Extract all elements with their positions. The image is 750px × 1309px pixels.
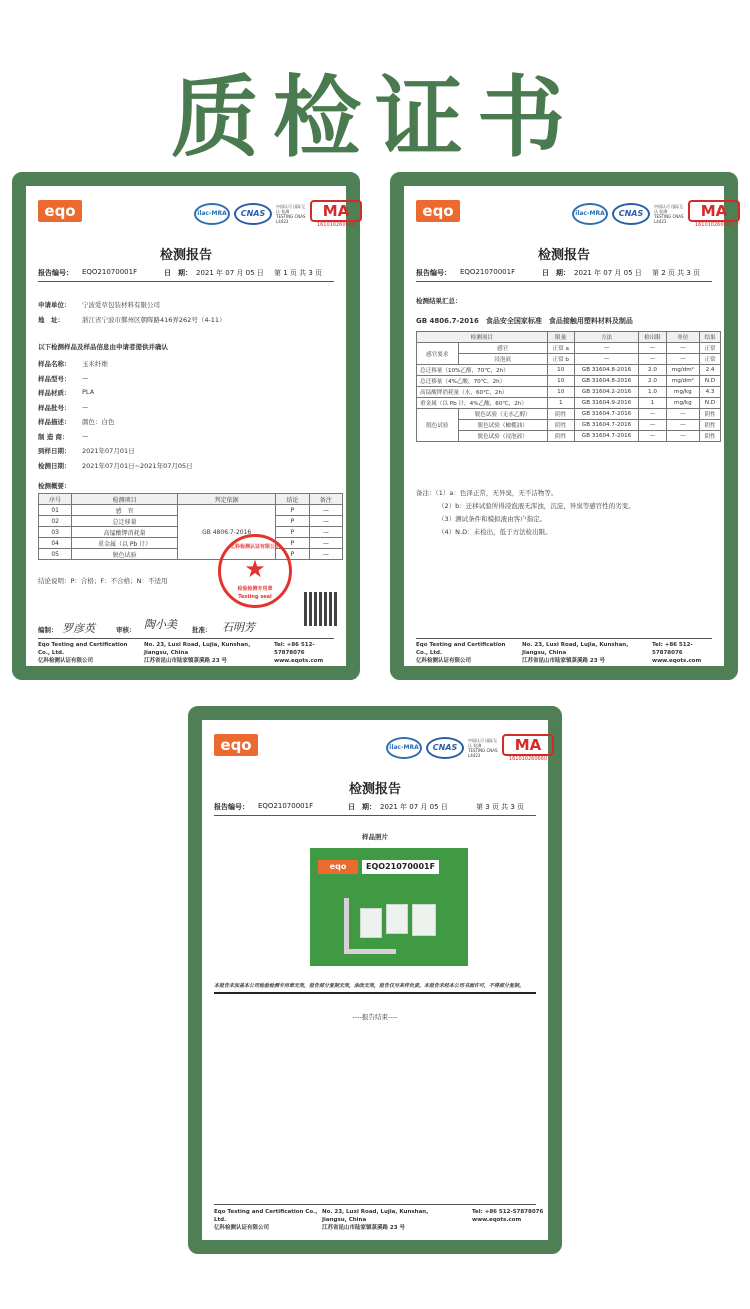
cell: 10	[547, 376, 574, 387]
cell: —	[574, 354, 639, 365]
report-date: 2021 年 07 月 05 日	[574, 269, 642, 277]
stamp-sub: 检验检测专用章	[237, 586, 273, 592]
cell: 脱色试验	[417, 409, 459, 442]
cell: mg/dm²	[666, 376, 699, 387]
sample-swatch	[360, 908, 382, 938]
ilac-mra-icon: ilac-MRA	[386, 737, 422, 759]
cell: 4.3	[700, 387, 721, 398]
cell: —	[666, 354, 699, 365]
sample-swatch	[412, 904, 436, 936]
footer-company-en: Eqo Testing and Certification Co., Ltd.	[38, 642, 128, 656]
sample-swatch	[386, 904, 408, 934]
footer-company-cn: 亿科检测认证有限公司	[214, 1225, 270, 1231]
cma-icon: MA	[688, 200, 740, 222]
photo-title: 样品照片	[362, 833, 388, 841]
footer-tel: Tel: +86 512-57878076	[274, 642, 315, 656]
cell: 02	[39, 516, 72, 527]
footer-company-cn: 亿科检测认证有限公司	[38, 658, 94, 664]
footer-address-en: No. 23, Luxi Road, Lujia, Kunshan, Jiangsu, China	[522, 642, 629, 656]
signer-label: 审核：	[116, 626, 136, 634]
cell: GB 31604.7-2016	[574, 420, 639, 431]
cma-icon: MA	[502, 734, 554, 756]
cell: 正常 a	[547, 343, 574, 354]
cell: mg/dm²	[666, 365, 699, 376]
cell: 阴性	[700, 420, 721, 431]
cell: 2.0	[639, 365, 666, 376]
cell: —	[309, 505, 342, 516]
cell: 05	[39, 549, 72, 560]
report-no: EQO21070001F	[460, 268, 516, 276]
cnas-icon: CNAS	[426, 737, 464, 759]
note-line: （3）测试条件和模拟液由客户指定。	[438, 515, 547, 523]
cell: GB 31604.7-2016	[574, 431, 639, 442]
ruler-horizontal	[344, 949, 396, 954]
ruler-vertical	[344, 898, 349, 954]
results-label: 检测结果汇总：	[416, 297, 462, 305]
field-label: 样品型号：	[38, 375, 71, 383]
cell: 阴性	[547, 420, 574, 431]
cnas-subtext: 中国认可 国际互认 检测 TESTING CNAS L4423	[654, 204, 684, 224]
date-label: 日 期：	[348, 803, 376, 811]
col-header: 检测项目	[72, 494, 178, 505]
field-value: —	[82, 374, 89, 382]
stamp-text: 亿科检测认证有限公司	[229, 544, 280, 550]
eqo-logo: eqo	[214, 734, 258, 756]
report-end: ----报告结束----	[352, 1013, 398, 1021]
field-value: 颜色：白色	[82, 418, 115, 426]
table-row	[417, 387, 721, 398]
cell: GB 31604.7-2016	[574, 409, 639, 420]
cell: 1.0	[639, 387, 666, 398]
sample-photo	[310, 848, 468, 966]
footer-tel: Tel: +86 512-57878076	[472, 1209, 544, 1215]
report-title: 检测报告	[537, 248, 590, 263]
footer-address-cn: 江苏省昆山市陆家镇菉溪路 23 号	[144, 658, 227, 664]
cell: 阴性	[700, 409, 721, 420]
cell: 脱色试验（橄榄油）	[458, 420, 547, 431]
cma-number: 161010260660	[316, 222, 356, 228]
cell: 1	[547, 398, 574, 409]
cell: —	[666, 431, 699, 442]
cell: —	[666, 409, 699, 420]
cell: —	[639, 420, 666, 431]
cnas-subtext: 中国认可 国际互认 检测 TESTING CNAS L4423	[276, 204, 306, 224]
ilac-mra-icon: ilac-MRA	[572, 203, 608, 225]
report-title: 检测报告	[159, 248, 212, 263]
field-label: 样品材质：	[38, 389, 71, 397]
field-value: 玉米纤维	[82, 360, 108, 368]
cnas-icon: CNAS	[234, 203, 272, 225]
signer-label: 编制：	[38, 626, 58, 634]
cma-icon: MA	[310, 200, 362, 222]
cell: 正常	[700, 354, 721, 365]
table-row	[417, 431, 721, 442]
cell: 感官要求	[417, 343, 459, 365]
page-number: 第 3 页 共 3 页	[476, 803, 525, 811]
cell: —	[639, 354, 666, 365]
footer-address-en: No. 23, Luxi Road, Lujia, Kunshan, Jiangsu, China	[144, 642, 251, 656]
field-label: 样品描述：	[38, 418, 71, 426]
field-value: —	[82, 432, 89, 440]
footer-address-en: No. 23, Luxi Road, Lujia, Kunshan, Jiangsu, China	[322, 1209, 429, 1223]
footer-address-cn: 江苏省昆山市陆家镇菉溪路 23 号	[522, 658, 605, 664]
footer-company-en: Eqo Testing and Certification Co., Ltd.	[214, 1209, 318, 1223]
cell: 总迁移量（10%乙醇，70℃，2h）	[417, 365, 548, 376]
cell: 高锰酸钾消耗量	[72, 527, 178, 538]
field-value: 2021年07月01日~2021年07月05日	[82, 462, 193, 470]
cell: 04	[39, 538, 72, 549]
applicant-label: 申请单位：	[38, 301, 71, 309]
field-label: 样品批号：	[38, 404, 71, 412]
cell: —	[309, 538, 342, 549]
col-header: 限量	[547, 332, 574, 343]
cell: 10	[547, 365, 574, 376]
page-title: 质检证书	[170, 66, 579, 169]
cell: N.D	[700, 376, 721, 387]
conclusion-note: 结论说明：P：合格；F：不合格；N：不适用	[38, 577, 168, 585]
report-no-label: 报告编号：	[214, 803, 249, 811]
accreditation-marks	[572, 200, 740, 228]
col-header: 备注	[309, 494, 342, 505]
summary-table	[38, 493, 343, 560]
cell: 脱色试验	[72, 549, 178, 560]
col-header: 序号	[39, 494, 72, 505]
cell: 正常	[700, 343, 721, 354]
date-label: 日 期：	[164, 269, 192, 277]
report-date: 2021 年 07 月 05 日	[380, 803, 448, 811]
field-label: 样品名称：	[38, 360, 71, 368]
report-no-label: 报告编号：	[416, 269, 451, 277]
table-row	[417, 343, 721, 354]
field-label: 制 造 商：	[38, 433, 69, 441]
cell: 1	[639, 398, 666, 409]
eqo-logo: eqo	[38, 200, 82, 222]
stamp-en: Testing seal	[238, 594, 272, 600]
cell: GB 31604.8-2016	[574, 376, 639, 387]
footer-web[interactable]: www.eqots.com	[472, 1217, 522, 1223]
address-label: 地 址：	[38, 316, 64, 324]
cell: —	[639, 409, 666, 420]
cell: 重金属（以 Pb 计）	[72, 538, 178, 549]
cell: P	[276, 527, 309, 538]
certificate-page-1	[12, 172, 360, 680]
cell: 2.0	[639, 376, 666, 387]
cell: GB 31604.9-2016	[574, 398, 639, 409]
field-value: —	[82, 403, 89, 411]
cell: 正常 b	[547, 354, 574, 365]
cnas-subtext: 中国认可 国际互认 检测 TESTING CNAS L4423	[468, 738, 498, 758]
page-number: 第 1 页 共 3 页	[274, 269, 323, 277]
col-header: 结论	[276, 494, 309, 505]
accreditation-marks	[194, 200, 362, 228]
cell: GB 31604.2-2016	[574, 387, 639, 398]
cell: P	[276, 549, 309, 560]
summary-label: 检测概要：	[38, 482, 71, 490]
cell: 浸泡液	[458, 354, 547, 365]
report-no-label: 报告编号：	[38, 269, 73, 277]
cell: 总迁移量（4%乙酸，70℃，2h）	[417, 376, 548, 387]
cell: 01	[39, 505, 72, 516]
table-row	[417, 409, 721, 420]
basis-cell: GB 4806.7-2016	[177, 505, 275, 560]
applicant: 宁波爱草包装材料有限公司	[82, 301, 160, 309]
signer-label: 批准：	[192, 626, 212, 634]
cell: 阴性	[547, 409, 574, 420]
official-stamp	[218, 534, 292, 608]
note-line: （4）N.D：未检出，低于方法检出限。	[438, 528, 552, 536]
table-row	[417, 376, 721, 387]
col-header: 单位	[666, 332, 699, 343]
table-row	[417, 420, 721, 431]
cell: 总迁移量	[72, 516, 178, 527]
eqo-logo: eqo	[416, 200, 460, 222]
footer-web[interactable]: www.eqots.com	[274, 658, 324, 664]
cell: mg/kg	[666, 387, 699, 398]
accreditation-marks	[386, 734, 554, 762]
ilac-mra-icon: ilac-MRA	[194, 203, 230, 225]
cell: N.D	[700, 398, 721, 409]
report-date: 2021 年 07 月 05 日	[196, 269, 264, 277]
cell: 感官	[458, 343, 547, 354]
cell: —	[309, 516, 342, 527]
results-table	[416, 331, 721, 442]
footer-tel: Tel: +86 512-57878076	[652, 642, 693, 656]
signature: 石明芳	[222, 621, 255, 634]
cnas-icon: CNAS	[612, 203, 650, 225]
table-row	[417, 398, 721, 409]
field-label: 检测日期：	[38, 462, 71, 470]
cell: —	[639, 343, 666, 354]
report-no: EQO21070001F	[82, 268, 138, 276]
col-header: 结果	[700, 332, 721, 343]
qr-code-icon	[304, 592, 338, 626]
photo-sample-label: EQO21070001F	[362, 860, 439, 874]
cell: 脱色试验（浸泡液）	[458, 431, 547, 442]
sample-note: 以下检测样品及样品信息由申请者提供并确认	[38, 343, 168, 351]
cell: mg/kg	[666, 398, 699, 409]
cell: 感 官	[72, 505, 178, 516]
cell: 阴性	[547, 431, 574, 442]
certificate-page-2	[390, 172, 738, 680]
cell: —	[666, 420, 699, 431]
cell: 脱色试验（无水乙醇）	[458, 409, 547, 420]
footer-company-en: Eqo Testing and Certification Co., Ltd.	[416, 642, 506, 656]
cell: P	[276, 516, 309, 527]
eqo-logo: eqo	[318, 860, 358, 874]
cell: —	[309, 549, 342, 560]
cma-number: 161010260660	[694, 222, 734, 228]
table-row	[417, 365, 721, 376]
table-row	[39, 505, 343, 516]
cell: 03	[39, 527, 72, 538]
footer-company-cn: 亿科检测认证有限公司	[416, 658, 472, 664]
cell: —	[574, 343, 639, 354]
certificate-page-3	[188, 706, 562, 1254]
date-label: 日 期：	[542, 269, 570, 277]
signature: 罗彦英	[62, 622, 95, 635]
cell: GB 31604.8-2016	[574, 365, 639, 376]
cell: —	[666, 343, 699, 354]
cell: P	[276, 538, 309, 549]
cell: 10	[547, 387, 574, 398]
address: 浙江省宁波市鄞州区朝晖路416弄262号（4-11）	[82, 316, 226, 324]
footer-address-cn: 江苏省昆山市陆家镇菉溪路 23 号	[322, 1225, 405, 1231]
field-value: 2021年07月01日	[82, 447, 135, 455]
cell: 重金属（以 Pb 计，4%乙酸，60℃，2h）	[417, 398, 548, 409]
stamp-star-icon: ★	[244, 555, 266, 583]
field-label: 到样日期：	[38, 447, 71, 455]
cell: 高锰酸钾消耗量（水，60℃，2h）	[417, 387, 548, 398]
col-header: 判定依据	[177, 494, 275, 505]
cell: P	[276, 505, 309, 516]
cma-number: 161010260660	[508, 756, 548, 762]
report-no: EQO21070001F	[258, 802, 314, 810]
note-line: （2）b：迁移试验所得浸泡液无浑浊，沉淀，异臭等感官性的劣变。	[438, 502, 635, 510]
report-title: 检测报告	[348, 782, 401, 797]
cell: —	[309, 527, 342, 538]
table-row	[417, 354, 721, 365]
note-line: 备注：（1）a：色泽正常，无异臭，无不洁物等。	[416, 489, 558, 497]
cell: 阴性	[700, 431, 721, 442]
col-header: 方法	[574, 332, 639, 343]
col-header: 检测项目	[417, 332, 548, 343]
col-header: 检出限	[639, 332, 666, 343]
field-value: PLA	[82, 388, 95, 396]
cell: 2.4	[700, 365, 721, 376]
cell: —	[639, 431, 666, 442]
disclaimer: 本报告未加盖本公司检验检测专用章无效，报告部分复制无效，涂改无效，报告仅对来样负责。本报告未经本公司书面许可，不得部分复制。	[214, 983, 525, 989]
signature: 陶小美	[144, 618, 177, 631]
standard-title: GB 4806.7-2016 食品安全国家标准 食品接触用塑料材料及制品	[416, 317, 633, 325]
footer-web[interactable]: www.eqots.com	[652, 658, 702, 664]
page-number: 第 2 页 共 3 页	[652, 269, 701, 277]
